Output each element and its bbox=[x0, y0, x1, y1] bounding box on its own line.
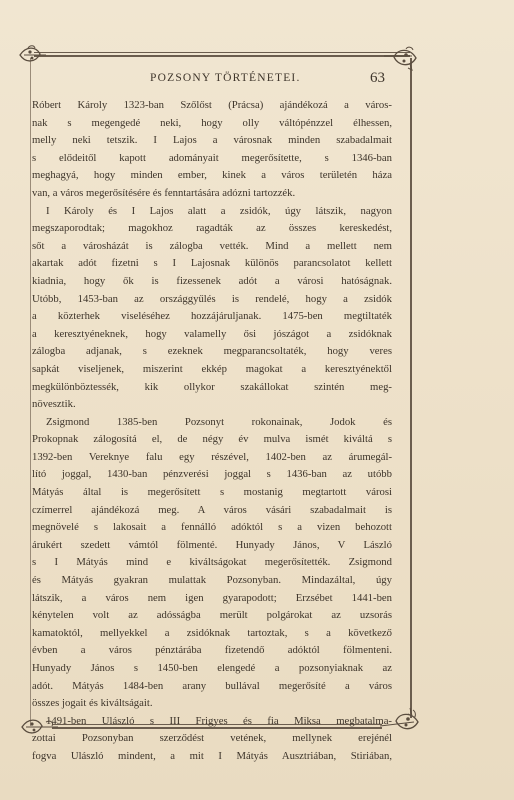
text-line: látszik, a város nem igen gyarapodott; Erzsébet 1441-ben bbox=[32, 591, 392, 604]
text-line: sapkát viseljenek, miszerint ekkép magokat a keresztyénektől bbox=[32, 362, 392, 375]
text-line: összes jogait és kiváltságait. bbox=[32, 697, 153, 710]
text-line: árukért szedett vámtól fölmenté. Hunyady János, V László bbox=[32, 538, 392, 551]
top-rule-inner bbox=[34, 55, 410, 57]
right-rule bbox=[410, 58, 412, 718]
text-line: növesztik. bbox=[32, 398, 76, 411]
running-title: POZSONY TÖRTÉNETEI. bbox=[150, 72, 301, 84]
text-line: Hunyady János s 1450-ben elengedé a pozsonyiaknak az bbox=[32, 662, 392, 674]
text-line: Mátyás által is megerősített s mostanig megtartott városi bbox=[32, 486, 392, 499]
left-rule bbox=[30, 58, 31, 726]
text-line: megkülönböztessék, kik ollykor szakállokat szintén meg- bbox=[32, 380, 392, 393]
text-line: kénytelen volt az adósságba merült polgárokat az uzsorás bbox=[32, 609, 392, 622]
text-line: zálogba adjanak, s ezeknek megparancsoltaték, hogy veres bbox=[32, 345, 392, 358]
text-line: kamatoktól, mellyekkel a zsidóknak tartoztak, s a következő bbox=[32, 626, 392, 639]
text-line: évben a város pénztárába fizetendő adóktól fölmenteni. bbox=[32, 644, 392, 657]
text-line: Zsigmond 1385-ben Pozsonyt rokonainak, Jodok és bbox=[46, 415, 392, 428]
top-rule-outer bbox=[34, 52, 410, 53]
text-line: adót. Mátyás 1484-ben arany bullával megerősíté a város bbox=[32, 679, 392, 692]
text-line: a keresztyéneknek, hogy valamelly ősi jószágot a zsidóknak bbox=[32, 327, 392, 340]
text-line: Prokopnak zálogosítá el, de négy év mulva ismét kiváltá s bbox=[32, 433, 392, 446]
text-line: a közterhek viseléséhez hozzájáruljanak. 1475-ben megtiltaték bbox=[32, 310, 392, 323]
text-line: Utóbb, 1453-ban az országgyűlés is rendelé, hogy a zsidók bbox=[32, 292, 392, 305]
text-line: czímerrel ajándékozá meg. A város vásári szabadalmait is bbox=[32, 503, 392, 516]
text-line: melly neki tetszik. I Lajos a városnak minden szabadalmait bbox=[32, 134, 392, 147]
text-line: kiadnia, hogy ők is fizessenek adót a városi hatóságnak. bbox=[32, 274, 392, 287]
top-right-leaf-ornament-icon bbox=[384, 46, 418, 72]
text-line: s elődeitől kapott adományait megerősítette, s 1346-ban bbox=[32, 151, 392, 164]
text-line: lító joggal, 1430-ban pénzverési joggal s 1436-ban az utóbb bbox=[32, 468, 392, 481]
text-line: s I Mátyás mind e kiváltságokat megerősítették. Zsigmond bbox=[32, 556, 392, 569]
text-line: megnövelé s lakosait a fennálló adóktól s a vizen behozott bbox=[32, 521, 392, 534]
text-line: fogva Ulászló mindent, a mit I Mátyás Ausztriában, Stiriában, bbox=[32, 749, 392, 762]
text-line: meghagyá, hogy minden ember, kinek a város területén háza bbox=[32, 169, 392, 182]
text-line: Róbert Károly 1323-ban Szőlőst (Prácsa) ajándékozá a város- bbox=[32, 99, 392, 111]
text-line: van, a város megerősítésére és fenntartására adózni tartozzék. bbox=[32, 186, 296, 199]
body-text bbox=[32, 97, 392, 762]
text-line: nak s megengedé neki, hogy olly váltópénzzel élhessen, bbox=[32, 116, 392, 129]
text-line: sőt a városházát is zálogba vették. Mind a mellett nem bbox=[32, 239, 392, 252]
text-line: zottai Pozsonyban szerződést vetének, mellynek erejénél bbox=[32, 732, 392, 745]
text-line: és Mátyás gyakran mulattak Pozsonyban. Mindazáltal, úgy bbox=[32, 574, 392, 587]
text-line: megszaporodtak; magokhoz ragadták az összes kereskedést, bbox=[32, 222, 392, 235]
text-line: akartak adót fizetni s I Lajosnak különös parancsolatot kellett bbox=[32, 257, 392, 270]
top-left-leaf-ornament-icon bbox=[18, 44, 48, 66]
text-line: 1392-ben Vereknye falu egy részével, 1402-ben az árumegál- bbox=[32, 450, 392, 463]
text-line: 1491-ben Ulászló s III Frigyes és fia Miksa megbatalma- bbox=[46, 714, 392, 727]
page-number: 63 bbox=[370, 70, 385, 86]
text-line: I Károly és I Lajos alatt a zsidók, úgy látszik, nagyon bbox=[46, 204, 392, 217]
